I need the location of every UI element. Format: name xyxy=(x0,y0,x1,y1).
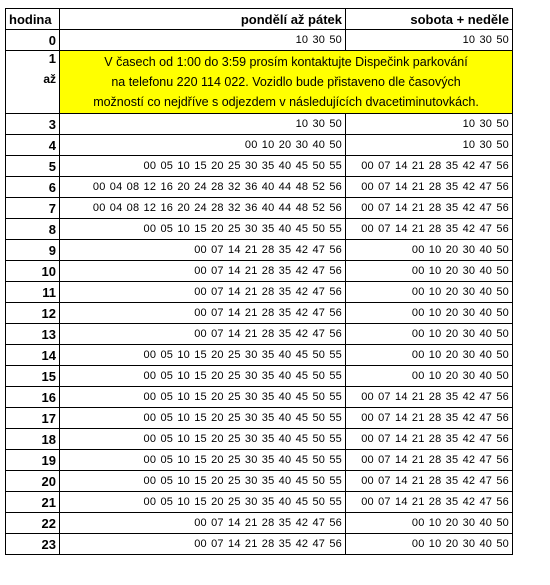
weekday-times-cell: 00 04 08 12 16 20 24 28 32 36 40 44 48 52 56 xyxy=(60,177,346,198)
table-row xyxy=(6,366,513,387)
weekday-times-cell: 00 05 10 15 20 25 30 35 40 45 50 55 xyxy=(60,345,346,366)
notice-line: možností co nejdříve s odjezdem v následujících dvacetiminutovkách. xyxy=(93,95,479,109)
header-weekend: sobota + neděle xyxy=(346,9,513,30)
hour-cell: 22 xyxy=(6,513,60,534)
weekday-times-cell: 00 10 20 30 40 50 xyxy=(60,135,346,156)
weekend-times-cell: 00 07 14 21 28 35 42 47 56 xyxy=(346,156,513,177)
weekday-times-cell: 00 05 10 15 20 25 30 35 40 45 50 55 xyxy=(60,366,346,387)
hour-cell: 16 xyxy=(6,387,60,408)
notice-row xyxy=(6,51,513,114)
hour-cell: 7 xyxy=(6,198,60,219)
table-row xyxy=(6,534,513,555)
hour-cell: 19 xyxy=(6,450,60,471)
table-row xyxy=(6,429,513,450)
weekday-times-cell: 00 07 14 21 28 35 42 47 56 xyxy=(60,534,346,555)
hour-cell: 0 xyxy=(6,30,60,51)
weekday-times-cell: 00 07 14 21 28 35 42 47 56 xyxy=(60,513,346,534)
hour-cell: 8 xyxy=(6,219,60,240)
weekday-times-cell: 00 05 10 15 20 25 30 35 40 45 50 55 xyxy=(60,471,346,492)
weekend-times-cell: 00 10 20 30 40 50 xyxy=(346,345,513,366)
hour-cell: 15 xyxy=(6,366,60,387)
header-weekdays: pondělí až pátek xyxy=(60,9,346,30)
weekend-times-cell: 00 07 14 21 28 35 42 47 56 xyxy=(346,177,513,198)
table-row xyxy=(6,513,513,534)
weekend-times-cell: 00 07 14 21 28 35 42 47 56 xyxy=(346,429,513,450)
hour-cell: 9 xyxy=(6,240,60,261)
weekday-times-cell: 00 05 10 15 20 25 30 35 40 45 50 55 xyxy=(60,429,346,450)
table-row xyxy=(6,114,513,135)
weekday-times-cell: 10 30 50 xyxy=(60,114,346,135)
weekend-times-cell: 00 10 20 30 40 50 xyxy=(346,261,513,282)
header-hour: hodina xyxy=(6,9,60,30)
table-row xyxy=(6,156,513,177)
hour-cell: 17 xyxy=(6,408,60,429)
hour-range-start: 1 xyxy=(48,51,56,66)
hour-cell: 21 xyxy=(6,492,60,513)
table-row xyxy=(6,303,513,324)
table-row xyxy=(6,387,513,408)
weekend-times-cell: 00 10 20 30 40 50 xyxy=(346,366,513,387)
weekend-times-cell: 10 30 50 xyxy=(346,30,513,51)
hour-cell: 6 xyxy=(6,177,60,198)
weekend-times-cell: 10 30 50 xyxy=(346,114,513,135)
hour-range-separator: až xyxy=(43,72,56,86)
table-row xyxy=(6,135,513,156)
hour-cell: 18 xyxy=(6,429,60,450)
hour-cell: 3 xyxy=(6,114,60,135)
table-row xyxy=(6,198,513,219)
weekday-times-cell: 00 05 10 15 20 25 30 35 40 45 50 55 xyxy=(60,408,346,429)
table-row xyxy=(6,240,513,261)
weekend-times-cell: 00 10 20 30 40 50 xyxy=(346,324,513,345)
weekend-times-cell: 00 10 20 30 40 50 xyxy=(346,240,513,261)
weekday-times-cell: 00 07 14 21 28 35 42 47 56 xyxy=(60,282,346,303)
table-row xyxy=(6,408,513,429)
notice-line: V časech od 1:00 do 3:59 prosím kontaktujte Dispečink parkování xyxy=(104,55,468,69)
table-row xyxy=(6,219,513,240)
weekday-times-cell: 00 05 10 15 20 25 30 35 40 45 50 55 xyxy=(60,492,346,513)
table-row xyxy=(6,450,513,471)
hour-cell: 12 xyxy=(6,303,60,324)
weekday-times-cell: 00 05 10 15 20 25 30 35 40 45 50 55 xyxy=(60,450,346,471)
weekend-times-cell: 00 07 14 21 28 35 42 47 56 xyxy=(346,450,513,471)
table-row xyxy=(6,345,513,366)
timetable-body xyxy=(6,30,513,555)
weekday-times-cell: 00 05 10 15 20 25 30 35 40 45 50 55 xyxy=(60,219,346,240)
timetable xyxy=(5,8,513,555)
table-row xyxy=(6,471,513,492)
weekend-times-cell: 00 10 20 30 40 50 xyxy=(346,282,513,303)
weekday-times-cell: 00 05 10 15 20 25 30 35 40 45 50 55 xyxy=(60,387,346,408)
hour-range-cell xyxy=(6,51,60,114)
hour-cell: 13 xyxy=(6,324,60,345)
hour-cell: 20 xyxy=(6,471,60,492)
weekday-times-cell: 00 07 14 21 28 35 42 47 56 xyxy=(60,324,346,345)
weekday-times-cell: 00 04 08 12 16 20 24 28 32 36 40 44 48 52 56 xyxy=(60,198,346,219)
table-row xyxy=(6,324,513,345)
weekday-times-cell: 00 07 14 21 28 35 42 47 56 xyxy=(60,303,346,324)
table-row xyxy=(6,30,513,51)
weekend-times-cell: 10 30 50 xyxy=(346,135,513,156)
weekend-times-cell: 00 10 20 30 40 50 xyxy=(346,534,513,555)
table-row xyxy=(6,261,513,282)
weekend-times-cell: 00 07 14 21 28 35 42 47 56 xyxy=(346,492,513,513)
hour-cell: 5 xyxy=(6,156,60,177)
weekend-times-cell: 00 10 20 30 40 50 xyxy=(346,513,513,534)
hour-cell: 14 xyxy=(6,345,60,366)
dispatch-notice xyxy=(60,51,513,114)
header-row xyxy=(6,9,513,30)
hour-cell: 11 xyxy=(6,282,60,303)
weekend-times-cell: 00 10 20 30 40 50 xyxy=(346,303,513,324)
table-row xyxy=(6,282,513,303)
weekday-times-cell: 00 07 14 21 28 35 42 47 56 xyxy=(60,240,346,261)
weekend-times-cell: 00 07 14 21 28 35 42 47 56 xyxy=(346,471,513,492)
weekday-times-cell: 10 30 50 xyxy=(60,30,346,51)
weekend-times-cell: 00 07 14 21 28 35 42 47 56 xyxy=(346,219,513,240)
weekend-times-cell: 00 07 14 21 28 35 42 47 56 xyxy=(346,198,513,219)
weekday-times-cell: 00 05 10 15 20 25 30 35 40 45 50 55 xyxy=(60,156,346,177)
weekend-times-cell: 00 07 14 21 28 35 42 47 56 xyxy=(346,387,513,408)
table-row xyxy=(6,492,513,513)
table-row xyxy=(6,177,513,198)
hour-cell: 10 xyxy=(6,261,60,282)
hour-cell: 4 xyxy=(6,135,60,156)
weekend-times-cell: 00 07 14 21 28 35 42 47 56 xyxy=(346,408,513,429)
hour-cell: 23 xyxy=(6,534,60,555)
weekday-times-cell: 00 07 14 21 28 35 42 47 56 xyxy=(60,261,346,282)
notice-line: na telefonu 220 114 022. Vozidlo bude přistaveno dle časových xyxy=(111,75,461,89)
